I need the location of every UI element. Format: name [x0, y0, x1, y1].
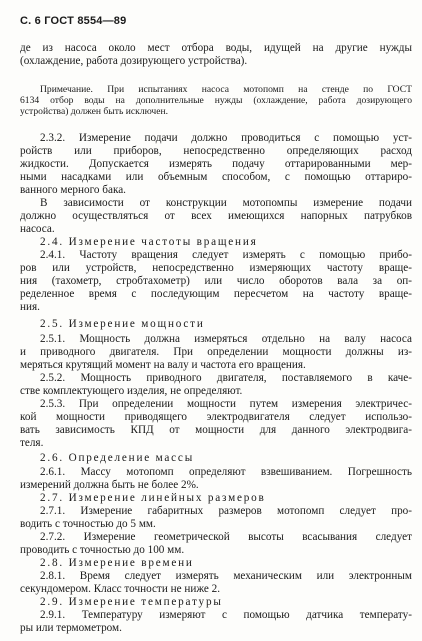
text-line: секундомером. Класс точности не ниже 2. [20, 583, 221, 595]
section-heading: 2.5. Измерение мощности [40, 318, 205, 330]
text-line: стве комплектующего изделия, не определяют. [20, 385, 243, 397]
text-line: 2.6.1. Массу мотопомп определяют взвешиванием. Погрешность [40, 466, 412, 478]
text-line: 2.8.1. Время следует измерять механическим или электронным [40, 570, 412, 582]
text-line: водить с точностью до 5 мм. [20, 518, 156, 530]
text-line: жидкости. Допускается измерять подачу оттарированными мер- [20, 158, 412, 170]
text-line: де из насоса около мест отбора воды, идущей на другие нужды [20, 42, 412, 54]
text-line: ния. [20, 301, 40, 313]
text-line: (охлаждение, работа дозирующего устройства). [20, 55, 248, 67]
section-heading: 2.4. Измерение частоты вращения [40, 236, 258, 248]
text-line: проводить с точностью до 100 мм. [20, 544, 185, 556]
text-line: 2.5.1. Мощность должна измеряться отдельно на валу насоса [40, 333, 412, 345]
text-line: измерений должна быть не более 2%. [20, 479, 199, 491]
text-line: 2.5.3. При определении мощности путем измерения электричес- [40, 398, 412, 410]
section-heading: 2.8. Измерение времени [40, 557, 194, 569]
text-line: устройства) должен быть исключен. [20, 106, 168, 117]
text-line: ными насадками или объемным способом, с помощью оттариро- [20, 171, 412, 183]
text-line: 6134 отбор воды на дополнительные нужды (охлаждение, работа дозирующего [20, 95, 412, 106]
section-heading: 2.7. Измерение линейных размеров [40, 492, 266, 504]
text-line: вать зависимость КПД от мощности для данного электродвига- [20, 424, 412, 436]
text-line: ров или устройств, непосредственно измеряющих частоту враще- [20, 262, 412, 274]
text-line: ры или термометром. [20, 622, 122, 634]
text-line: ванного мерного бака. [20, 184, 126, 196]
text-line: ределенное время с последующим пересчетом на частоту враще- [20, 288, 412, 300]
section-heading: 2.9. Измерение температуры [40, 596, 223, 608]
text-line: 2.7.2. Измерение геометрической высоты всасывания следует [40, 531, 412, 543]
text-line: Примечание. При испытаниях насоса мотопомп на стенде по ГОСТ [40, 84, 412, 95]
page-header: С. 6 ГОСТ 8554—89 [20, 15, 127, 27]
text-line: 2.3.2. Измерение подачи должно проводиться с помощью уст- [40, 132, 412, 144]
text-line: должно осуществляться от всех имеющихся напорных патрубков [20, 210, 412, 222]
text-line: кой мощности приводящего электродвигателя следует использо- [20, 411, 412, 423]
text-line: насоса. [20, 223, 55, 235]
text-line: меряться крутящий момент на валу и частота его вращения. [20, 359, 306, 371]
text-line: и приводного двигателя. При определении мощности должны из- [20, 346, 412, 358]
text-line: 2.5.2. Мощность приводного двигателя, поставляемого в каче- [40, 372, 412, 384]
text-line: ройств или приборов, непосредственно определяющих расход [20, 145, 412, 157]
text-line: ния (тахометр, стробтахометр) или число оборотов вала за оп- [20, 275, 412, 287]
section-heading: 2.6. Определение массы [40, 452, 195, 464]
text-line: В зависимости от конструкции мотопомпы измерение подачи [40, 197, 412, 209]
text-line: 2.4.1. Частоту вращения следует измерять с помощью прибо- [40, 249, 412, 261]
text-line: теля. [20, 437, 44, 449]
text-line: 2.9.1. Температуру измеряют с помощью датчика температу- [40, 609, 412, 621]
text-line: 2.7.1. Измерение габаритных размеров мотопомп следует про- [40, 505, 412, 517]
